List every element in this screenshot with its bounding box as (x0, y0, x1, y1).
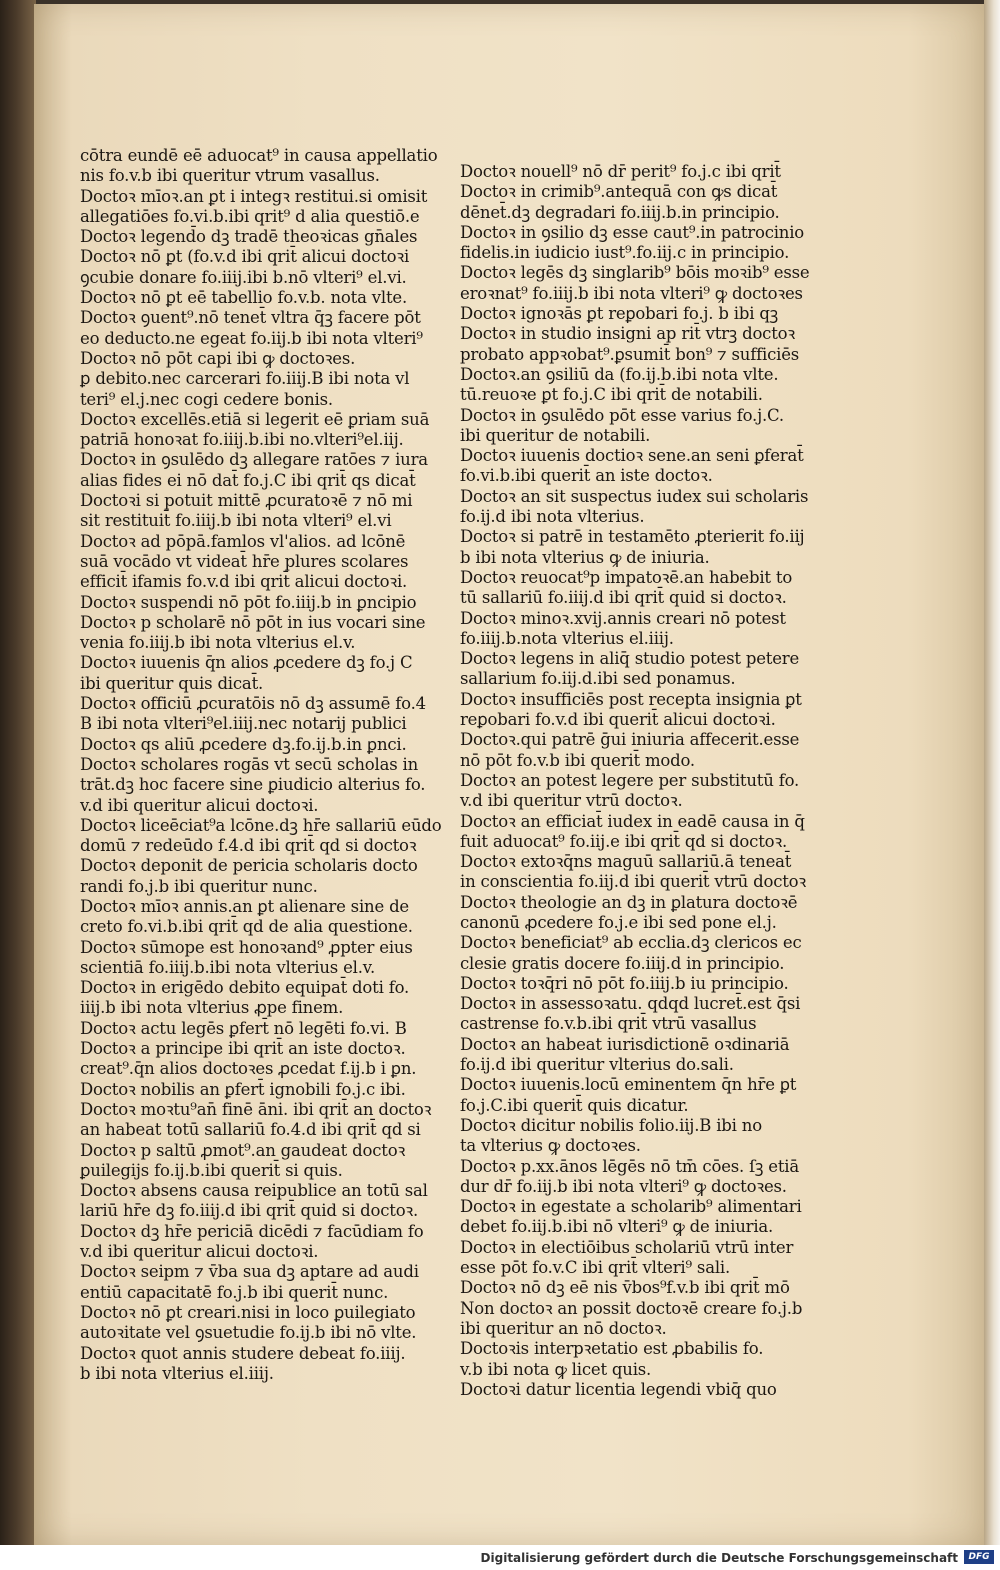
text-line: Doctoꝛ iuuenis.locū eminentem q̄n hr̄e ꝑt (460, 1075, 797, 1095)
text-line: Doctoꝛ p.xx.ānos lēgēs nō tm̄ cōes. ſꝫ etiā (460, 1156, 800, 1176)
text-line: Non doctoꝛ an possit doctoꝛē creare fo.j.b (460, 1298, 803, 1318)
text-line: tū.reuoꝛe ꝑt fo.j.C ibi qrit̄ de notabili. (460, 385, 763, 405)
text-line: Doctoꝛ nobilis an ꝑfert̄ ignobili fo.j.c ibi. (80, 1079, 406, 1099)
book-spine-edge (0, 0, 36, 1545)
page-right-edge (984, 0, 1000, 1545)
text-line: fo.ij.d ibi queritur vlterius do.sali. (460, 1055, 734, 1075)
text-line: B ibi nota vlteri⁹el.iiij.nec notarij publici (80, 714, 407, 734)
text-line: Doctoꝛ in ꝯsulēdo pōt esse varius fo.j.C. (460, 405, 784, 425)
text-line: Doctoꝛ ignoꝛās ꝑt reꝑobari fo.j. b ibi qꝫ (460, 304, 778, 324)
left-text-column (80, 146, 440, 1384)
text-line: eo deducto.ne egeat fo.iij.b ibi nota vlteri⁹ (80, 328, 423, 348)
text-line: b ibi nota vlterius ꝙ de iniuria. (460, 547, 710, 567)
text-line: Doctoꝛ in egestate a scholarib⁹ alimentari (460, 1197, 802, 1217)
text-line: Doctoꝛ mīoꝛ.an ꝑt i integꝛ restitui.si omisit (80, 186, 428, 206)
text-line: v.d ibi queritur vtrū doctoꝛ. (460, 791, 683, 811)
text-line: Doctoꝛ a principe ibi qrit̄ an iste doctoꝛ. (80, 1039, 406, 1059)
text-line: teri⁹ el.j.nec cogi cedere bonis. (80, 389, 333, 409)
text-line: reꝑobari fo.v.d ibi querit̄ alicui doctoꝛi. (460, 710, 776, 730)
text-line: trāt.dꝫ hoc facere sine ꝑiudicio alterius fo. (80, 775, 426, 795)
text-line: Doctoꝛis interpꝛetatio est ꝓbabilis fo. (460, 1339, 764, 1359)
text-line: v.d ibi queritur alicui doctoꝛi. (80, 795, 319, 815)
text-line: Doctoꝛ mīoꝛ annis.an ꝑt alienare sine de (80, 896, 409, 916)
text-line: debet fo.iij.b.ibi nō vlteri⁹ ꝙ de iniuria. (460, 1217, 774, 1237)
footer-strip (0, 1545, 1000, 1570)
text-line: ta vlterius ꝙ doctoꝛes. (460, 1136, 641, 1156)
text-line: entiū capacitatē fo.j.b ibi querit̄ nunc. (80, 1282, 389, 1302)
dfg-logo: DFG (964, 1550, 994, 1564)
text-line: patriā honoꝛat fo.iiij.b.ibi no.vlteri⁹el.iij. (80, 430, 404, 450)
text-line: suā vocādo vt videat̄ hr̄e plures scolares (80, 551, 409, 571)
text-line: fo.ij.d ibi nota vlterius. (460, 507, 645, 527)
text-line: Doctoꝛ toꝛq̄ri nō pōt fo.iiij.b iu principio. (460, 973, 789, 993)
text-line: Doctoꝛ actu legēs ꝑfert̄ nō legēti fo.vi. B (80, 1018, 407, 1038)
text-line: venia fo.iiij.b ibi nota vlterius el.v. (80, 633, 356, 653)
text-line: Doctoꝛ seipm ⁊ v̄ba sua dꝫ aptare ad audi (80, 1262, 419, 1282)
text-line: Doctoꝛ iuuenis q̄n alios ꝓcedere dꝫ fo.j C (80, 653, 413, 673)
text-line: Doctoꝛ in ꝯsulēdo dꝫ allegare ratōes ⁊ iura (80, 450, 428, 470)
text-line: in conscientia fo.iij.d ibi querit̄ vtrū doctoꝛ (460, 872, 807, 892)
text-line: Doctoꝛ legēs dꝫ singlarib⁹ bōis moꝛib⁹ esse (460, 263, 810, 283)
text-line: v.b ibi nota ꝙ licet quis. (460, 1359, 652, 1379)
text-line: Doctoꝛ liceēciat⁹a lcōne.dꝫ hr̄e sallariū eūdo (80, 815, 442, 835)
text-line: Doctoꝛ dꝫ hr̄e periciā dicēdi ⁊ facūdiam fo (80, 1221, 424, 1241)
text-line: ꝑ debito.nec carcerari fo.iiij.B ibi nota vl (80, 369, 410, 389)
text-line: eroꝛnat⁹ fo.iiij.b ibi nota vlteri⁹ ꝙ doctoꝛes (460, 283, 803, 303)
text-line: Doctoꝛ scholares rogās vt secū scholas in (80, 754, 419, 774)
text-line: Doctoꝛ in studio insigni ap rit̄ vtrꝫ doctoꝛ (460, 324, 796, 344)
text-line: Doctoꝛ suspendi nō pōt fo.iiij.b in ꝑncipio (80, 592, 417, 612)
text-line: Doctoꝛ in crimib⁹.antequā con ꝙs dicat̄ (460, 182, 778, 202)
text-line: Doctoꝛ an potest legere per substitutū fo. (460, 770, 800, 790)
text-line: esse pōt fo.v.C ibi qrit̄ vlteri⁹ sali. (460, 1258, 731, 1278)
text-line: Doctoꝛ beneficiat⁹ ab ecclia.dꝫ clericos ec (460, 933, 802, 953)
text-line: Doctoꝛ dicitur nobilis folio.iij.B ibi no (460, 1115, 762, 1135)
text-line: Doctoꝛ nō ꝑt creari.nisi in loco ꝑuilegiato (80, 1302, 416, 1322)
text-line: Doctoꝛi datur licentia legendi vbiq̄ quo (460, 1379, 777, 1399)
text-line: v.d ibi queritur alicui doctoꝛi. (80, 1242, 319, 1262)
text-line: autoꝛitate vel ꝯsuetudie fo.ij.b ibi nō vlte. (80, 1323, 417, 1343)
text-line: Doctoꝛ nō dꝫ eē nis v̄bos⁹f.v.b ibi qrit̄ mō (460, 1278, 790, 1298)
text-line: domū ⁊ redeūdo f.4.d ibi qrit̄ qd si doctoꝛ (80, 836, 417, 856)
text-line: Doctoꝛ in erigēdo debito equipat̄ doti fo. (80, 978, 410, 998)
text-line: fo.vi.b.ibi querit̄ an iste doctoꝛ. (460, 466, 713, 486)
text-line: ibi queritur quis dicat̄. (80, 673, 264, 693)
text-line: Doctoꝛ an sit suspectus iudex sui scholaris (460, 486, 809, 506)
text-line: Doctoꝛ nouell⁹ nō dr̄ perit⁹ fo.j.c ibi qrit̄ (460, 162, 781, 181)
text-line: Doctoꝛ nō ꝑt (fo.v.d ibi qrit̄ alicui doctoꝛi (80, 247, 410, 267)
text-line: Doctoꝛ si patrē in testamēto ꝓterierit fo.iij (460, 527, 805, 547)
text-line: fuit aduocat⁹ fo.iij.e ibi qrit̄ qd si doctoꝛ. (460, 831, 788, 851)
text-line: Doctoꝛ in assessoꝛatu. qdqd lucret̄.est q̄si (460, 994, 801, 1014)
text-line: creto fo.vi.b.ibi qrit̄ qd de alia questione. (80, 917, 413, 937)
text-line: ibi queritur an nō doctoꝛ. (460, 1318, 667, 1338)
text-line: ꝯcubie donare fo.iiij.ibi b.nō vlteri⁹ el.vi. (80, 267, 407, 287)
text-line: Doctoꝛ legend̄o dꝫ tradē theoꝛicas gn̄ales (80, 227, 418, 247)
text-line: Doctoꝛ officiū ꝓcuratōis nō dꝫ assumē fo.4 (80, 694, 426, 714)
text-line: Doctoꝛ theologie an dꝫ in ꝑlatura doctoꝛē (460, 892, 798, 912)
text-line: Doctoꝛ ad pōpā.famlos vl'alios. ad lcōnē (80, 531, 406, 551)
text-line: Doctoꝛ p saltū ꝓmot⁹.an gaudeat doctoꝛ (80, 1140, 406, 1160)
text-line: Doctoꝛ in ꝯsilio dꝫ esse caut⁹.in patrocinio (460, 222, 805, 242)
text-line: Doctoꝛ deponit de pericia scholaris docto (80, 856, 418, 876)
text-line: efficit̄ ifamis fo.v.d ibi qrit̄ alicui doctoꝛi. (80, 572, 408, 592)
text-line: alias fides ei nō dat̄ fo.j.C ibi qrit̄ qs dicat̄ (80, 470, 416, 490)
text-line: allegatiōes fo.vi.b.ibi qrit⁹ d alia questiō.e (80, 206, 420, 226)
text-line: dur dr̄ fo.iij.b ibi nota vlteri⁹ ꝙ doctoꝛes. (460, 1176, 787, 1196)
text-line: sallarium fo.iij.d.ibi sed ponamus. (460, 669, 736, 689)
text-line: clesie gratis docere fo.iiij.d in principio. (460, 953, 785, 973)
text-line: Doctoꝛ iuuenis doctioꝛ sene.an seni ꝑferat̄ (460, 446, 804, 466)
text-line: Doctoꝛ nō ꝑt eē tabellio fo.v.b. nota vlte. (80, 288, 408, 308)
text-line: fo.j.C.ibi querit̄ quis dicatur. (460, 1095, 689, 1115)
text-line: fidelis.in iudicio iust⁹.fo.iij.c in principio. (460, 243, 790, 263)
text-line: Doctoꝛ quot annis studere debeat fo.iiij. (80, 1343, 406, 1363)
text-line: Doctoꝛ p scholarē nō pōt in ius vocari sine (80, 612, 426, 632)
text-line: canonū ꝓcedere fo.j.e ibi sed pone el.j. (460, 912, 777, 932)
text-line: lariū hr̄e dꝫ fo.iiij.d ibi qrit̄ quid si doctoꝛ. (80, 1201, 419, 1221)
text-line: Doctoꝛ an efficiat̄ iudex in eadē causa in q̄ (460, 811, 805, 831)
text-line: Doctoꝛ in electiōibus scholariū vtrū inter (460, 1237, 794, 1257)
text-line: randi fo.j.b ibi queritur nunc. (80, 876, 318, 896)
right-text-column (460, 162, 820, 1400)
text-line: Doctoꝛi si potuit mittē ꝓcuratoꝛē ⁊ nō mi (80, 491, 413, 511)
text-line: Doctoꝛ moꝛtu⁹an̄ finē āni. ibi qrit̄ an doctoꝛ (80, 1099, 432, 1119)
text-line: nis fo.v.b ibi queritur vtrum vasallus. (80, 166, 380, 186)
text-line: nō pōt fo.v.b ibi querit̄ modo. (460, 750, 695, 770)
text-line: sit restituit̄ fo.iiij.b ibi nota vlteri⁹ el.vi (80, 511, 392, 531)
text-line: Doctoꝛ.an ꝯsiliū da (fo.ij.b.ibi nota vlte. (460, 364, 779, 384)
text-line: Doctoꝛ qs aliū ꝓcedere dꝫ.fo.ij.b.in ꝑnci. (80, 734, 407, 754)
text-line: fo.iiij.b.nota vlterius el.iiij. (460, 628, 674, 648)
text-line: Doctoꝛ insufficiēs post recepta insignia ꝑt (460, 689, 802, 709)
text-line: Doctoꝛ absens causa reipublice an totū sal (80, 1181, 428, 1201)
text-line: cōtra eundē eē aduocat⁹ in causa appellatio (80, 146, 438, 165)
text-line: Doctoꝛ extoꝛq̄ns maguū sallariū.ā teneat̄ (460, 852, 792, 872)
text-line: tū sallariū fo.iiij.d ibi qrit̄ quid si doctoꝛ. (460, 588, 787, 608)
text-line: Doctoꝛ minoꝛ.xvij.annis creari nō potest (460, 608, 786, 628)
text-line: ibi queritur de notabili. (460, 425, 651, 445)
text-line: Doctoꝛ.qui patrē ḡui iniuria affecerit.esse (460, 730, 800, 750)
text-line: probato appꝛobat⁹.ꝑsumit̄ bon⁹ ⁊ sufficiēs (460, 344, 800, 364)
text-line: Doctoꝛ excellēs.etiā si legerit eē ꝑriam suā (80, 409, 430, 429)
text-line: iiij.b ibi nota vlterius ꝓpe finem. (80, 998, 344, 1018)
text-line: dēnet̄.dꝫ degradari fo.iiij.b.in principio. (460, 202, 780, 222)
text-line: b ibi nota vlterius el.iiij. (80, 1363, 274, 1383)
text-line: Doctoꝛ sūmope est honoꝛand⁹ ꝓpter eius (80, 937, 413, 957)
text-line: castrense fo.v.b.ibi qrit̄ vtrū vasallus (460, 1014, 757, 1034)
text-line: Doctoꝛ nō pōt capi ibi ꝙ doctoꝛes. (80, 348, 356, 368)
text-line: Doctoꝛ legens in aliq̄ studio potest petere (460, 649, 800, 669)
text-line: Doctoꝛ an habeat iurisdictionē oꝛdinariā (460, 1034, 790, 1054)
text-line: creat⁹.q̄n alios doctoꝛes ꝓcedat f.ij.b i ꝑn. (80, 1059, 417, 1079)
text-line: an habeat totū sallariū fo.4.d ibi qrit̄ qd si (80, 1120, 421, 1140)
text-line: scientiā fo.iiij.b.ibi nota vlterius el.v. (80, 957, 375, 977)
text-line: Doctoꝛ reuocat⁹p impatoꝛē.an habebit to (460, 567, 793, 587)
text-line: ꝑuilegijs fo.ij.b.ibi querit̄ si quis. (80, 1160, 343, 1180)
funding-credit: Digitalisierung gefördert durch die Deutsche Forschungsgemeinschaft (480, 1551, 958, 1565)
text-line: Doctoꝛ ꝯuent⁹.nō tenet̄ vltra q̄ꝫ facere pōt (80, 308, 421, 328)
